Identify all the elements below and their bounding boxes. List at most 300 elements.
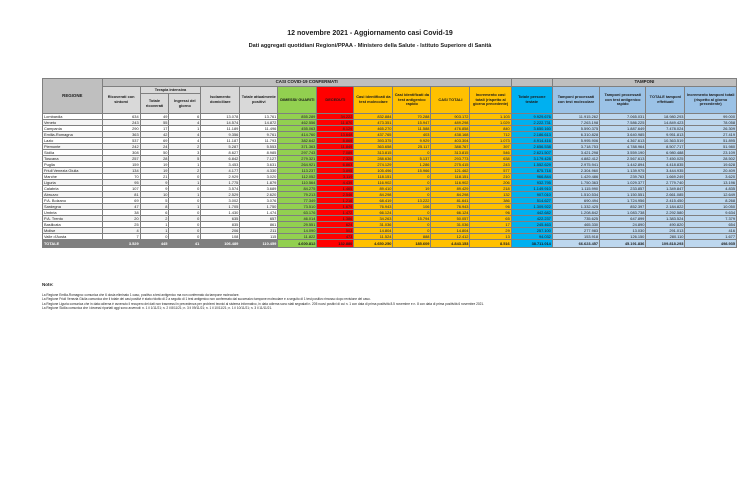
covid-data-table (42, 78, 737, 268)
currently-positive-cell: 3.631 (240, 162, 278, 168)
deceased-cell: 132.880 (317, 240, 354, 248)
persons-tested-cell: 9.929.676 (511, 114, 552, 120)
molecular-cases-cell: 274.129 (354, 162, 393, 168)
tests-increase-header: Incremento tamponi totali (rispetto al giorno precedente) (685, 87, 737, 114)
icu-total-cell: 9 (140, 186, 169, 192)
persons-tested-cell: 422.237 (511, 216, 552, 222)
discharged-cell: 455.063 (278, 126, 317, 132)
discharged-cell: 371.363 (278, 144, 317, 150)
persons-tested-cell: 932.795 (511, 180, 552, 186)
region-cell: Valle d'Aosta (43, 234, 103, 240)
title-block (0, 28, 740, 51)
tests-group-header: TAMPONI (552, 79, 736, 87)
molecular-tests-cell: 1.510.534 (552, 192, 599, 198)
icu-total-cell: 10 (140, 192, 169, 198)
icu-total-cell: 5 (140, 198, 169, 204)
note-line: La Regione Liguria comunica che in data odierna è avvenuto il recupero dei dati non trasmessi in precedenza per problemi tecnici al sistema informativo, in data odierna sono stati segnalati n. 205 nuovi positivi di cui n. 1 con data di prima positività 8.5 novembre e n. 8 con data di prima positività 6 novembre 2021. (42, 301, 485, 306)
antigen-tests-cell: 1.442.894 (600, 162, 646, 168)
case-increase-cell: 712 (470, 132, 511, 138)
currently-positive-cell: 4.330 (240, 168, 278, 174)
case-increase-cell: 206 (470, 180, 511, 186)
icu-total-cell: 55 (140, 120, 169, 126)
molecular-cases-cell: 68.419 (354, 198, 393, 204)
discharged-cell: 297.743 (278, 150, 317, 156)
molecular-cases-cell: 363.658 (354, 144, 393, 150)
hospitalized-cell: 95 (102, 180, 140, 186)
antigen-tests-cell: 1.887.649 (600, 126, 646, 132)
currently-positive-cell: 115 (240, 234, 278, 240)
deceased-header: DECEDUTI (317, 87, 354, 114)
total-tests-cell: 490.820 (646, 222, 685, 228)
home-isolation-cell: 3.574 (201, 186, 240, 192)
total-cases-cell: 121.462 (431, 168, 470, 174)
antigen-tests-cell: 4.788.964 (600, 144, 646, 150)
home-isolation-cell: 13.078 (201, 114, 240, 120)
total-cases-cell: 403.304 (431, 138, 470, 144)
total-cases-cell: 275.415 (431, 162, 470, 168)
home-isolation-cell: 11.189 (201, 126, 240, 132)
hospitalized-cell: 4 (102, 228, 140, 234)
icu-new-cell: 0 (169, 174, 201, 180)
report-title: 12 novembre 2021 - Aggiornamento casi Covid-19 (287, 30, 453, 37)
icu-new-cell: 1 (169, 126, 201, 132)
icu-new-cell: 4 (169, 132, 201, 138)
icu-total-cell: 1 (140, 222, 169, 228)
region-cell: Umbria (43, 210, 103, 216)
antigen-cases-cell: 0 (393, 210, 431, 216)
note-line: La Regione Emilia-Romagna: comunica che 6 dosia eliminato 1 caso, positivo a test antigenico ma non confermato da tampone molecolare. (42, 293, 240, 297)
case-increase-cell: 386 (470, 198, 511, 204)
icu-total-cell: 19 (140, 162, 169, 168)
hospitalized-cell: 69 (102, 198, 140, 204)
tests-increase-cell: 498.935 (685, 240, 737, 248)
antigen-cases-cell: 13.222 (393, 198, 431, 204)
home-isolation-cell: 206 (201, 228, 240, 234)
tests-increase-cell: 4.835 (685, 186, 737, 192)
antigen-cases-cell: 9.929 (393, 138, 431, 144)
total-tests-cell: 2.184.822 (646, 204, 685, 210)
home-isolation-cell: 1.775 (201, 180, 240, 186)
total-tests-header: TOTALE tamponi effettuati (646, 87, 685, 114)
discharged-cell: 77.349 (278, 198, 317, 204)
discharged-cell: 112.052 (278, 174, 317, 180)
home-isolation-cell: 1.705 (201, 204, 240, 210)
total-tests-cell: 1.669.249 (646, 174, 685, 180)
discharged-header: DIMESSI/ GUARITI (278, 87, 317, 114)
molecular-tests-cell: 277.983 (552, 228, 599, 234)
persons-tested-cell: 3.179.428 (511, 156, 552, 162)
tests-increase-cell: 8.268 (685, 198, 737, 204)
case-increase-cell: 17 (470, 222, 511, 228)
hospitalized-cell: 257 (102, 156, 140, 162)
molecular-tests-cell: 1.332.425 (552, 204, 599, 210)
currently-positive-cell: 861 (240, 222, 278, 228)
deceased-cell: 7.089 (317, 150, 354, 156)
antigen-tests-cell: 3.559.190 (600, 150, 646, 156)
total-tests-cell: 291.013 (646, 228, 685, 234)
persons-tested-header: Totale persone testate (511, 87, 552, 114)
total-cases-cell: 116.902 (431, 180, 470, 186)
molecular-tests-cell: 3.718.753 (552, 144, 599, 150)
antigen-tests-cell: 1.083.738 (600, 210, 646, 216)
total-cases-cell: 50.057 (431, 216, 470, 222)
case-increase-cell: 1.073 (470, 138, 511, 144)
antigen-cases-cell: 0 (393, 174, 431, 180)
discharged-cell: 84.275 (278, 186, 317, 192)
antigen-tests-cell: 2.567.613 (600, 156, 646, 162)
deceased-cell: 34.222 (317, 114, 354, 120)
icu-new-cell: 2 (169, 144, 201, 150)
antigen-tests-cell: 13.030 (600, 228, 646, 234)
molecular-cases-cell: 393.375 (354, 138, 393, 144)
total-tests-cell: 2.415.450 (646, 198, 685, 204)
deceased-cell: 3.895 (317, 168, 354, 174)
antigen-cases-cell: 0 (393, 222, 431, 228)
case-increase-cell: 218 (470, 186, 511, 192)
region-cell: Friuli Venezia Giulia (43, 168, 103, 174)
case-increase-cell: 132 (470, 192, 511, 198)
hospitalized-cell: 243 (102, 120, 140, 126)
total-tests-cell: 7.478.024 (646, 126, 685, 132)
total-cases-cell: 14.804 (431, 228, 470, 234)
molecular-tests-cell: 5.590.375 (552, 126, 599, 132)
tests-increase-cell: 3.620 (685, 174, 737, 180)
currently-positive-cell: 14.872 (240, 120, 278, 126)
home-isolation-cell: 635 (201, 216, 240, 222)
home-isolation-cell: 9.356 (201, 132, 240, 138)
deceased-cell: 2.546 (317, 192, 354, 198)
tests-increase-cell: 20.409 (685, 168, 737, 174)
persons-tested-cell: 38.711.014 (511, 240, 552, 248)
deceased-cell: 11.870 (317, 120, 354, 126)
persons-tested-cell: 94.032 (511, 234, 552, 240)
tests-increase-cell: 654 (685, 222, 737, 228)
case-increase-cell: 1.103 (470, 114, 511, 120)
tests-increase-cell: 99.000 (685, 114, 737, 120)
hospitalized-cell: 7 (102, 234, 140, 240)
molecular-tests-cell: 735.625 (552, 216, 599, 222)
persons-tested-cell: 442.682 (511, 210, 552, 216)
hospitalized-header: Ricoverati con sintomi (102, 87, 140, 114)
currently-positive-cell: 657 (240, 216, 278, 222)
report-subtitle: Dati aggregati quotidiani Regioni/PPAA - Ministero della Salute - Istituto Superiore di Sanità (248, 43, 492, 49)
antigen-cases-cell: 0 (393, 150, 431, 156)
antigen-tests-cell: 647.899 (600, 216, 646, 222)
intensive-care-header: Terapia intensiva (140, 87, 201, 94)
icu-new-cell: 0 (169, 228, 201, 234)
home-isolation-cell: 1.430 (201, 210, 240, 216)
home-isolation-header: Isolamento domiciliare (201, 87, 240, 114)
discharged-cell: 46.014 (278, 216, 317, 222)
total-cases-cell: 76.943 (431, 204, 470, 210)
tests-increase-cell: 78.058 (685, 120, 737, 126)
tests-increase-cell: 7.379 (685, 216, 737, 222)
case-increase-header: Incremento casi totali (rispetto al giorno precedente) (470, 87, 511, 114)
icu-new-cell: 3 (169, 150, 201, 156)
molecular-tests-cell: 1.208.842 (552, 210, 599, 216)
persons-tested-cell: 257.100 (511, 228, 552, 234)
region-cell: Abruzzo (43, 192, 103, 198)
icu-total-cell: 49 (140, 114, 169, 120)
molecular-cases-cell: 118.151 (354, 174, 393, 180)
tests-increase-cell: 1.677 (685, 234, 737, 240)
total-tests-cell: 10.363.519 (646, 138, 685, 144)
tests-increase-cell: 27.419 (685, 132, 737, 138)
total-tests-cell: 7.450.025 (646, 156, 685, 162)
hospitalized-cell: 81 (102, 192, 140, 198)
case-increase-cell: 840 (470, 126, 511, 132)
molecular-cases-cell: 288.636 (354, 156, 393, 162)
tests-increase-cell: 51.895 (685, 138, 737, 144)
total-tests-cell: 2.661.085 (646, 192, 685, 198)
total-cases-cell: 31.036 (431, 222, 470, 228)
antigen-cases-cell: 106 (393, 204, 431, 210)
currently-positive-cell: 3.020 (240, 174, 278, 180)
antigen-cases-header: Casi identificati da test antigenico rapido (393, 87, 431, 114)
home-isolation-cell: 5.287 (201, 144, 240, 150)
icu-total-cell: 69 (140, 138, 169, 144)
discharged-cell: 113.237 (278, 168, 317, 174)
total-tests-cell: 109.818.293 (646, 240, 685, 248)
antigen-cases-cell: 15.794 (393, 216, 431, 222)
molecular-tests-cell: 1.429.486 (552, 174, 599, 180)
antigen-tests-cell: 7.065.031 (600, 114, 646, 120)
home-isolation-cell: 3.453 (201, 162, 240, 168)
molecular-cases-cell: 437.765 (354, 132, 393, 138)
case-increase-cell: 210 (470, 174, 511, 180)
persons-tested-cell: 514.627 (511, 198, 552, 204)
icu-total-cell: 0 (140, 234, 169, 240)
deceased-cell: 1.216 (317, 198, 354, 204)
molecular-tests-cell: 2.975.941 (552, 162, 599, 168)
discharged-cell: 855.289 (278, 114, 317, 120)
discharged-cell: 414.760 (278, 132, 317, 138)
antigen-tests-cell: 233.857 (600, 186, 646, 192)
total-cases-cell: 4.843.153 (431, 240, 470, 248)
discharged-cell: 63.176 (278, 210, 317, 216)
molecular-cases-cell: 832.884 (354, 114, 393, 120)
antigen-cases-cell: 0 (393, 180, 431, 186)
icu-new-cell: 4 (169, 120, 201, 126)
currently-positive-cell: 11.496 (240, 126, 278, 132)
hospitalized-cell: 159 (102, 162, 140, 168)
currently-positive-cell: 11.793 (240, 138, 278, 144)
deceased-cell: 1.679 (317, 204, 354, 210)
tests-increase-cell: 23.109 (685, 150, 737, 156)
persons-tested-cell: 2.656.538 (511, 144, 552, 150)
antigen-tests-cell: 3.640.985 (600, 132, 646, 138)
icu-total-cell: 6 (140, 210, 169, 216)
icu-new-header: Ingressi del giorno (169, 94, 201, 114)
total-tests-cell: 6.980.488 (646, 150, 685, 156)
persons-tested-cell: 1.149.910 (511, 186, 552, 192)
persons-tested-cell: 875.718 (511, 168, 552, 174)
deceased-cell: 1.386 (317, 216, 354, 222)
deceased-cell: 6.863 (317, 162, 354, 168)
antigen-tests-cell: 24.890 (600, 222, 646, 228)
discharged-cell: 29.551 (278, 222, 317, 228)
region-cell: Emilia-Romagna (43, 132, 103, 138)
region-cell: Sardegna (43, 204, 103, 210)
hospitalized-cell: 47 (102, 204, 140, 210)
total-cases-cell: 313.815 (431, 150, 470, 156)
tests-increase-cell: 26.309 (685, 126, 737, 132)
antigen-cases-cell: 5.137 (393, 156, 431, 162)
total-cases-cell: 81.641 (431, 198, 470, 204)
antigen-cases-cell: 15.966 (393, 168, 431, 174)
molecular-cases-cell: 31.036 (354, 222, 393, 228)
total-cases-cell: 489.298 (431, 120, 470, 126)
region-cell: Puglia (43, 162, 103, 168)
antigen-tests-cell: 1.150.551 (600, 192, 646, 198)
case-increase-cell: 13 (470, 234, 511, 240)
discharged-cell: 264.921 (278, 162, 317, 168)
tests-increase-cell: 51.980 (685, 144, 737, 150)
icu-new-cell: 6 (169, 114, 201, 120)
antigen-tests-cell: 1.139.975 (600, 168, 646, 174)
persons-tested-cell: 4.914.416 (511, 138, 552, 144)
antigen-tests-cell: 7.586.225 (600, 120, 646, 126)
icu-total-cell: 8 (140, 204, 169, 210)
icu-new-cell: 41 (169, 240, 201, 248)
persons-tested-cell: 2.621.507 (511, 150, 552, 156)
case-increase-cell: 397 (470, 144, 511, 150)
hospitalized-cell: 20 (102, 216, 140, 222)
table-body (43, 114, 737, 248)
antigen-cases-cell: 11.588 (393, 126, 431, 132)
currently-positive-cell: 7.127 (240, 156, 278, 162)
currently-positive-cell: 8.985 (240, 150, 278, 156)
tests-increase-cell: 416 (685, 228, 737, 234)
currently-positive-cell: 211 (240, 228, 278, 234)
persons-tested-cell: 1.552.629 (511, 162, 552, 168)
icu-total-cell: 19 (140, 168, 169, 174)
region-header: REGIONE (43, 79, 103, 114)
molecular-cases-cell: 465.270 (354, 126, 393, 132)
icu-total-header: Totale ricoverati (140, 94, 169, 114)
icu-total-cell: 24 (140, 144, 169, 150)
currently-positive-cell: 1.750 (240, 204, 278, 210)
antigen-tests-cell: 1.029.377 (600, 180, 646, 186)
currently-positive-cell: 5.553 (240, 144, 278, 150)
deceased-cell: 503 (317, 228, 354, 234)
total-tests-cell: 280.110 (646, 234, 685, 240)
deceased-cell: 473 (317, 234, 354, 240)
total-cases-cell: 12.412 (431, 234, 470, 240)
molecular-cases-header: Casi identificati da test molecolare (354, 87, 393, 114)
hospitalized-cell: 70 (102, 174, 140, 180)
home-isolation-cell: 11.187 (201, 138, 240, 144)
region-cell: Lazio (43, 138, 103, 144)
notes-section (42, 282, 732, 311)
tests-increase-cell: 13.196 (685, 180, 737, 186)
discharged-cell: 279.321 (278, 156, 317, 162)
antigen-cases-cell: 185.609 (393, 240, 431, 248)
persons-tested-cell: 2.186.613 (511, 132, 552, 138)
icu-new-cell: 1 (169, 192, 201, 198)
molecular-cases-cell: 116.902 (354, 180, 393, 186)
icu-total-cell: 9 (140, 180, 169, 186)
molecular-tests-cell: 11.915.262 (552, 114, 599, 120)
deceased-cell: 624 (317, 222, 354, 228)
region-cell: Sicilia (43, 150, 103, 156)
persons-tested-cell: 907.010 (511, 192, 552, 198)
currently-positive-cell: 13.761 (240, 114, 278, 120)
total-cases-cell: 66.124 (431, 210, 470, 216)
icu-total-cell: 50 (140, 150, 169, 156)
deceased-cell: 13.648 (317, 132, 354, 138)
molecular-cases-cell: 76.943 (354, 204, 393, 210)
antigen-tests-header: Tamponi processati con test antigenico rapido (600, 87, 646, 114)
home-isolation-cell: 4.177 (201, 168, 240, 174)
total-tests-cell: 14.849.423 (646, 120, 685, 126)
discharged-cell: 11.822 (278, 234, 317, 240)
case-increase-cell: 638 (470, 156, 511, 162)
persons-tested-cell: 2.222.731 (511, 120, 552, 126)
molecular-tests-cell: 2.304.960 (552, 168, 599, 174)
icu-total-cell: 1 (140, 228, 169, 234)
discharged-cell: 14.090 (278, 228, 317, 234)
total-cases-cell: 84.298 (431, 192, 470, 198)
currently-positive-cell: 3.689 (240, 186, 278, 192)
antigen-tests-cell: 45.191.836 (600, 240, 646, 248)
discharged-cell: 462.556 (278, 120, 317, 126)
case-increase-cell: 8.516 (470, 240, 511, 248)
icu-total-cell: 21 (140, 174, 169, 180)
hospitalized-cell: 25 (102, 222, 140, 228)
currently-positive-cell: 1.474 (240, 210, 278, 216)
antigen-cases-cell: 25.117 (393, 144, 431, 150)
home-isolation-cell: 2.929 (201, 174, 240, 180)
tests-increase-cell: 10.050 (685, 204, 737, 210)
hospitalized-cell: 290 (102, 126, 140, 132)
hospitalized-cell: 3.529 (102, 240, 140, 248)
molecular-tests-cell: 7.263.198 (552, 120, 599, 126)
total-cases-cell: 89.429 (431, 186, 470, 192)
total-tests-cell: 9.951.813 (646, 132, 685, 138)
antigen-cases-cell: 888 (393, 234, 431, 240)
region-cell: Toscana (43, 156, 103, 162)
case-increase-cell: 577 (470, 168, 511, 174)
antigen-tests-cell: 4.367.613 (600, 138, 646, 144)
deceased-cell: 11.849 (317, 144, 354, 150)
icu-total-cell: 17 (140, 126, 169, 132)
hospitalized-cell: 38 (102, 210, 140, 216)
icu-new-cell: 0 (169, 210, 201, 216)
molecular-tests-cell: 66.623.457 (552, 240, 599, 248)
case-increase-cell: 243 (470, 162, 511, 168)
icu-new-cell: 4 (169, 138, 201, 144)
home-isolation-cell: 6.842 (201, 156, 240, 162)
antigen-cases-cell: 0 (393, 228, 431, 234)
region-cell: Veneto (43, 120, 103, 126)
total-cases-cell: 118.151 (431, 174, 470, 180)
hospitalized-cell: 363 (102, 132, 140, 138)
case-increase-cell: 96 (470, 210, 511, 216)
region-cell: Piemonte (43, 144, 103, 150)
molecular-tests-cell: 465.330 (552, 222, 599, 228)
tests-increase-cell: 19.628 (685, 162, 737, 168)
hospitalized-cell: 634 (102, 114, 140, 120)
icu-new-cell: 0 (169, 234, 201, 240)
icu-new-cell: 1 (169, 204, 201, 210)
persons-tested-cell: 1.309.922 (511, 204, 552, 210)
deceased-cell: 3.119 (317, 174, 354, 180)
currently-positive-header: Totale attualmente positivi (240, 87, 278, 114)
molecular-cases-cell: 313.815 (354, 150, 393, 156)
molecular-tests-cell: 3.421.298 (552, 150, 599, 156)
tests-increase-cell: 12.649 (685, 192, 737, 198)
